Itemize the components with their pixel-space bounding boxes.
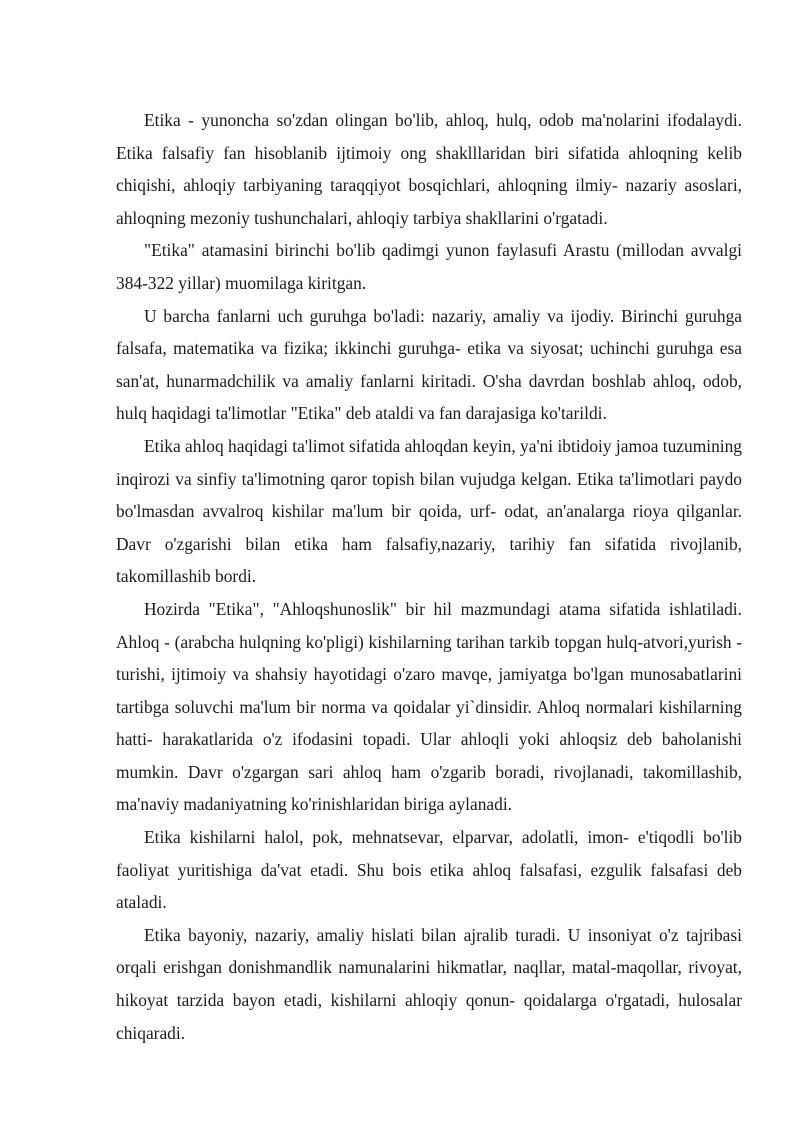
paragraph-etika-purpose: Etika kishilarni halol, pok, mehnatsevar, elparvar, adolatli, imon- e'tiqodli bo'lib faoliyat yuritishiga da'vat etadi. Shu bois etika ahloq falsafasi, ezgulik falsafasi deb ataladi.	[116, 827, 742, 913]
document-body	[116, 104, 742, 1049]
paragraph-ahloq-definition: Hozirda "Etika", "Ahloqshunoslik" bir hil mazmundagi atama sifatida ishlatiladi. Ahloq - (arabcha hulqning ko'pligi) kishilarning tarihan tarkib topgan hulq-atvori,yurish - turishi, ijtimoiy va shahsiy hayotidagi o'zaro mavqe, jamiyatga bo'lgan munosabatlarini tartibga soluvchi ma'lum bir norma va qoidalar yi`dinsidir. Ahloq normalari kishilarning hatti- harakatlarida o'z ifodasini topadi. Ular ahloqli yoki ahloqsiz deb baholanishi mumkin. Davr o'zgargan sari ahloq ham o'zgarib boradi, rivojlanadi, takomillashib, ma'naviy madaniyatning ko'rinishlaridan biriga aylanadi.	[116, 598, 742, 815]
paragraph-science-groups: U barcha fanlarni uch guruhga bo'ladi: nazariy, amaliy va ijodiy. Birinchi guruhga falsafa, matematika va fizika; ikkinchi guruhga- etika va siyosat; uchinchi guruhga esa san'at, hunarmadchilik va amaliy fanlarni kiritadi. O'sha davrdan boshlab ahloq, odob, hulq haqidagi ta'limotlar "Etika" deb ataldi va fan darajasiga ko'tarildi.	[116, 305, 742, 424]
paragraph-etika-definition: Etika - yunoncha so'zdan olingan bo'lib, ahloq, hulq, odob ma'nolarini ifodalaydi. Etika falsafiy fan hisoblanib ijtimoiy ong shaklllaridan biri sifatida ahloqning kelib chiqishi, ahloqiy tarbiyaning taraqqiyot bosqichlari, ahloqning ilmiy- nazariy asoslari, ahloqning mezoniy tushunchalari, ahloqiy tarbiya shakllarini o'rgatadi.	[116, 110, 742, 228]
paragraph-etika-origin: Etika ahloq haqidagi ta'limot sifatida ahloqdan keyin, ya'ni ibtidoiy jamoa tuzumining inqirozi va sinfiy ta'limotning qaror topish bilan vujudga kelgan. Etika ta'limotlari paydo bo'lmasdan avvalroq kishilar ma'lum bir qoida, urf- odat, an'analarga rioya qilganlar. Davr o'zgarishi bilan etika ham falsafiy,nazariy, tarihiy fan sifatida rivojlanib, takomillashib bordi.	[116, 435, 742, 587]
paragraph-etika-features: Etika bayoniy, nazariy, amaliy hislati bilan ajralib turadi. U insoniyat o'z tajribasi orqali erishgan donishmandlik namunalarini hikmatlar, naqllar, matal-maqollar, rivoyat, hikoyat tarzida bayon etadi, kishilarni ahloqiy qonun- qoidalarga o'rgatadi, hulosalar chiqaradi.	[116, 924, 742, 1043]
paragraph-arastu: "Etika" atamasini birinchi bo'lib qadimgi yunon faylasufi Arastu (millodan avvalgi 384-322 yillar) muomilaga kiritgan.	[116, 240, 742, 293]
